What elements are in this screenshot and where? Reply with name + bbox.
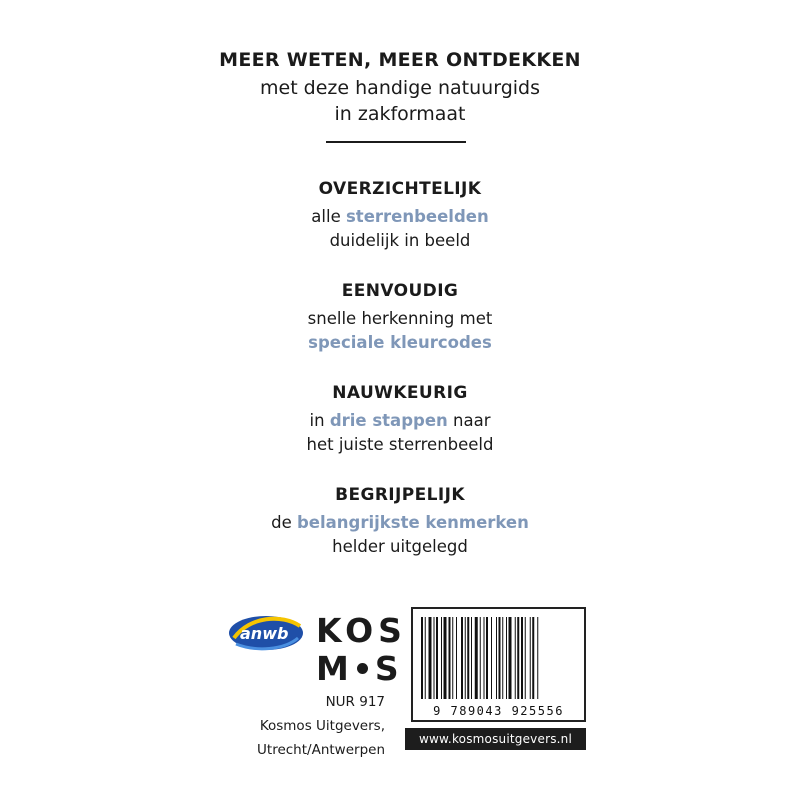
headline: MEER WETEN, MEER ONTDEKKEN: [219, 49, 581, 71]
barcode-bar: [436, 617, 438, 699]
highlighted-text: sterrenbeelden: [345, 207, 489, 226]
barcode-bar: [525, 617, 526, 699]
barcode-bar: [456, 617, 457, 699]
barcode-bars: [421, 617, 576, 699]
section-text-line: de belangrijkste kenmerken: [271, 513, 529, 532]
section-title-begrijpelijk: BEGRIJPELIJK: [335, 485, 465, 505]
section-title-nauwkeurig: NAUWKEURIG: [332, 383, 468, 403]
anwb-logo-text: anwb: [240, 624, 289, 643]
barcode-bar: [429, 617, 432, 699]
website-url[interactable]: www.kosmosuitgevers.nl: [405, 728, 586, 750]
barcode-bar: [434, 617, 435, 699]
publisher-city: Utrecht/Antwerpen: [257, 742, 385, 758]
barcode: [411, 607, 586, 722]
isbn-number: 9 789043 925556: [433, 704, 564, 718]
barcode-bar: [461, 617, 463, 699]
section-title-eenvoudig: EENVOUDIG: [341, 281, 459, 301]
barcode-bar: [517, 617, 519, 699]
barcode-bar: [465, 617, 466, 699]
barcode-bar: [480, 617, 481, 699]
barcode-bar: [467, 617, 469, 699]
barcode-bar: [537, 617, 538, 699]
barcode-bar: [491, 617, 492, 699]
barcode-bar: [496, 617, 497, 699]
section-title-overzichtelijk: OVERZICHTELIJK: [318, 179, 482, 199]
anwb-logo: [226, 608, 306, 656]
highlighted-text: drie stappen: [329, 411, 448, 430]
section-text-line: duidelijk in beeld: [329, 231, 471, 250]
barcode-bar: [484, 617, 485, 699]
barcode-bar: [509, 617, 512, 699]
barcode-bar: [475, 617, 478, 699]
subheadline-line-2: in zakformaat: [334, 103, 466, 125]
barcode-bar: [530, 617, 531, 699]
subheadline-line-1: met deze handige natuurgids: [260, 77, 540, 99]
publisher-name: Kosmos Uitgevers,: [259, 718, 385, 734]
barcode-bar: [449, 617, 451, 699]
barcode-bar: [521, 617, 523, 699]
highlighted-text: speciale kleurcodes: [308, 333, 492, 352]
barcode-bar: [506, 617, 507, 699]
barcode-bar: [425, 617, 426, 699]
section-text-line: helder uitgelegd: [332, 537, 468, 556]
barcode-bar: [421, 617, 423, 699]
barcode-bar: [486, 617, 488, 699]
barcode-bar: [444, 617, 447, 699]
section-text-line: snelle herkenning met: [307, 309, 493, 328]
kosmos-logo: KOS M S: [316, 611, 407, 688]
barcode-bar: [532, 617, 534, 699]
divider: [326, 141, 466, 143]
kosmos-dot-icon: [357, 663, 368, 674]
nur-code: NUR 917: [325, 694, 385, 710]
barcode-bar: [441, 617, 442, 699]
barcode-bar: [452, 617, 453, 699]
section-text-line: [0, 331, 800, 355]
barcode-bar: [515, 617, 516, 699]
section-text-line: alle sterrenbeelden: [311, 207, 489, 226]
barcode-bar: [502, 617, 503, 699]
section-text-line: het juiste sterrenbeeld: [306, 435, 494, 454]
section-text-line: in drie stappen naar: [309, 411, 491, 430]
barcode-bar: [471, 617, 472, 699]
imprint: [257, 690, 385, 762]
barcode-bar: [499, 617, 501, 699]
highlighted-text: belangrijkste kenmerken: [297, 513, 529, 532]
